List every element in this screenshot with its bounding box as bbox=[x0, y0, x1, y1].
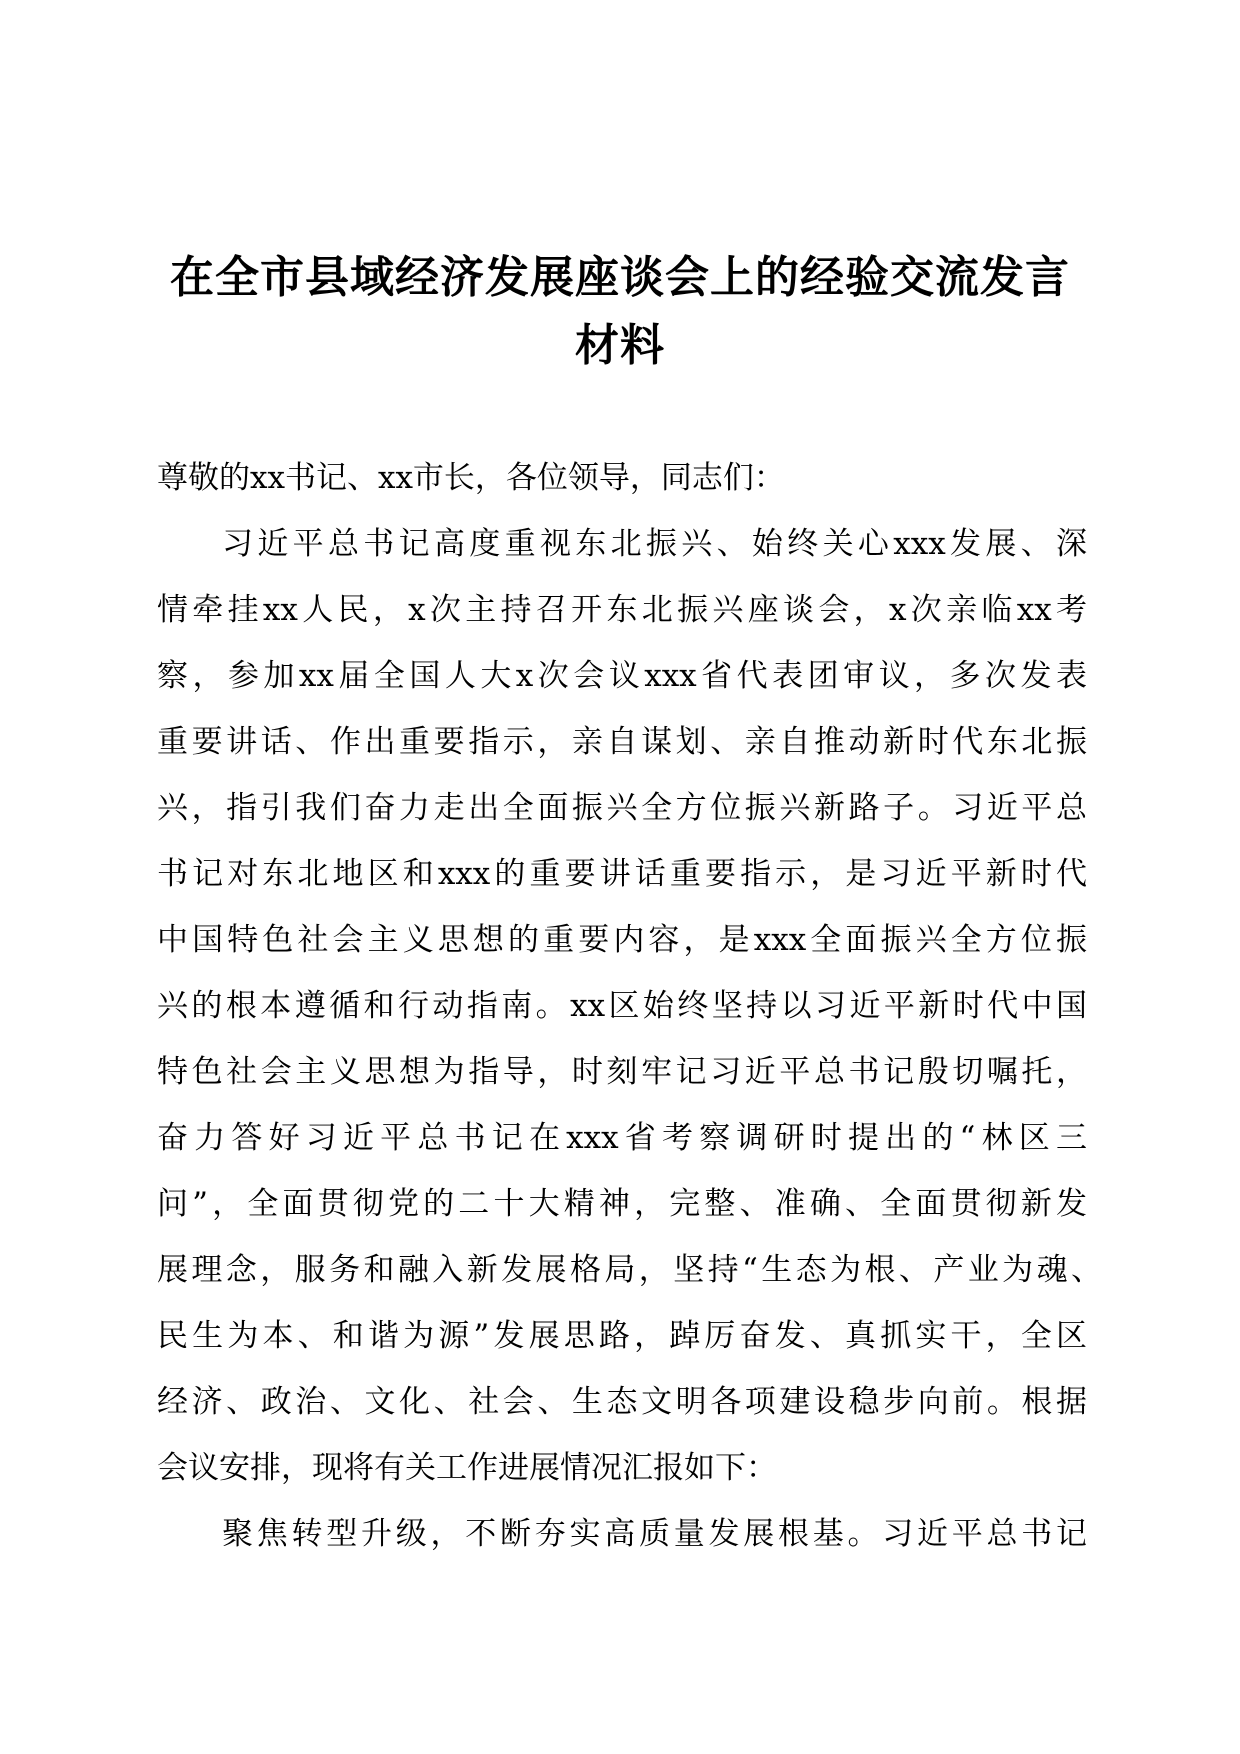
paragraph-line: 特色社会主义思想为指导，时刻牢记习近平总书记殷切嘱托， bbox=[157, 1054, 1087, 1090]
paragraph-line: 聚焦转型升级，不断夯实高质量发展根基。习近平总书记 bbox=[222, 1516, 1087, 1552]
paragraph-line: 兴，指引我们奋力走出全面振兴全方位振兴新路子。习近平总 bbox=[157, 790, 1087, 826]
paragraph-line: 书记对东北地区和xxx的重要讲话重要指示，是习近平新时代 bbox=[157, 856, 1087, 892]
document-title-line-1: 在全市县域经济发展座谈会上的经验交流发言 bbox=[170, 252, 1070, 303]
paragraph-line: 察，参加xx届全国人大x次会议xxx省代表团审议，多次发表 bbox=[157, 658, 1087, 694]
paragraph-line: 奋力答好习近平总书记在xxx省考察调研时提出的“林区三 bbox=[157, 1120, 1087, 1156]
paragraph-line: 情牵挂xx人民，x次主持召开东北振兴座谈会，x次亲临xx考 bbox=[157, 592, 1087, 628]
paragraph-line: 会议安排，现将有关工作进展情况汇报如下： bbox=[157, 1450, 777, 1486]
paragraph-line: 民生为本、和谐为源”发展思路，踔厉奋发、真抓实干，全区 bbox=[157, 1318, 1087, 1354]
paragraph-line: 习近平总书记高度重视东北振兴、始终关心xxx发展、深 bbox=[222, 526, 1087, 562]
paragraph-line: 中国特色社会主义思想的重要内容，是xxx全面振兴全方位振 bbox=[157, 922, 1087, 958]
paragraph-line: 展理念，服务和融入新发展格局，坚持“生态为根、产业为魂、 bbox=[157, 1252, 1102, 1288]
paragraph-line: 经济、政治、文化、社会、生态文明各项建设稳步向前。根据 bbox=[157, 1384, 1087, 1420]
document-title-line-2: 材料 bbox=[575, 320, 665, 371]
paragraph-line: 兴的根本遵循和行动指南。xx区始终坚持以习近平新时代中国 bbox=[157, 988, 1087, 1024]
paragraph-line: 问”，全面贯彻党的二十大精神，完整、准确、全面贯彻新发 bbox=[157, 1186, 1087, 1222]
paragraph-line: 重要讲话、作出重要指示，亲自谋划、亲自推动新时代东北振 bbox=[157, 724, 1087, 760]
salutation: 尊敬的xx书记、xx市长，各位领导，同志们： bbox=[157, 460, 785, 496]
